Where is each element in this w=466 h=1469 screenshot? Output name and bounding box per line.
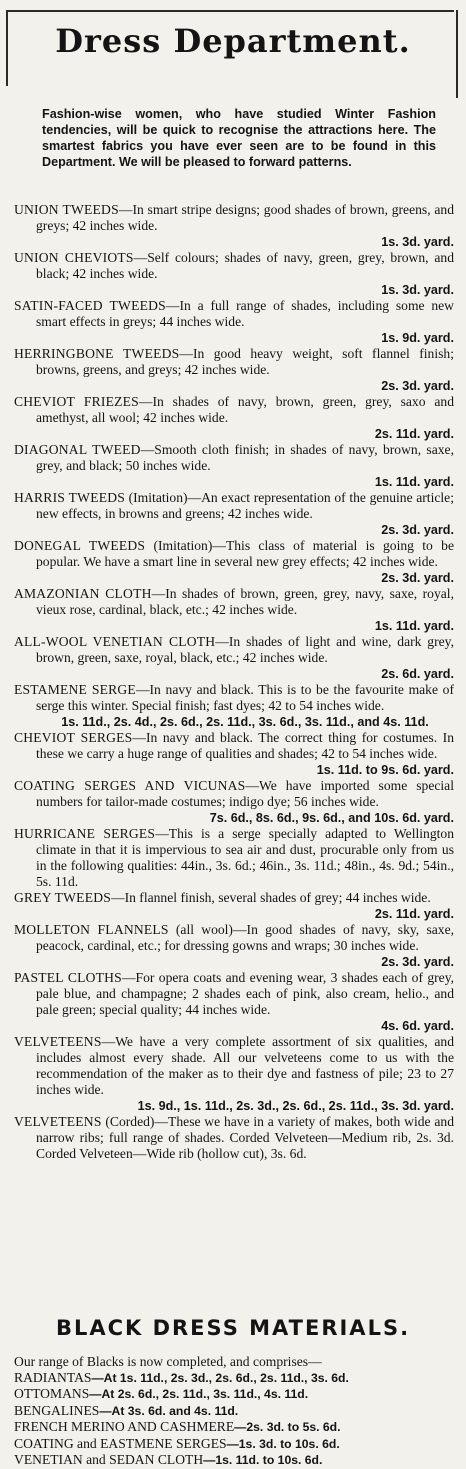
fabric-details: (all wool)—In good shades of navy, sky, saxe, peacock, cardinal, etc.; for dressing gowns and wraps; 30 inches wide. <box>36 922 454 953</box>
fabric-price: 1s. 9d. yard. <box>381 331 454 345</box>
fabric-details: —This is a serge specially adapted to Wellington climate in that it is impervious to sea air and dust, procurable only from us in the following qualities: 44in., 3s. 6d.; 46in., 3s. 11d.; 48in., 4s. 9d.; 54in., 5s. 11d. <box>36 826 454 889</box>
fabric-name: UNION CHEVIOTS <box>14 250 134 265</box>
fabric-description <box>14 1114 454 1162</box>
fabric-details: —In shades of navy, brown, green, grey, saxo and amethyst, all wool; 42 inches wide. <box>36 394 455 425</box>
fabric-description <box>14 826 454 890</box>
fabric-item <box>14 394 454 442</box>
fabric-name: HARRIS TWEEDS <box>14 490 125 505</box>
fabric-item <box>14 826 454 890</box>
fabric-description <box>14 682 454 714</box>
fabric-details: —We have imported some special numbers for tailor-made costumes; indigo dye; 56 inches wide. <box>36 778 454 809</box>
border-rule-top <box>6 10 454 12</box>
fabric-description <box>14 394 454 426</box>
black-material-price: —1s. 3d. to 10s. 6d. <box>226 1436 340 1451</box>
fabric-item <box>14 202 454 250</box>
fabric-price: 2s. 3d. yard. <box>381 523 454 537</box>
fabric-details: —In flannel finish, several shades of grey; 44 inches wide. <box>110 890 431 905</box>
fabric-price: 2s. 6d. yard. <box>381 667 454 681</box>
fabric-description <box>14 634 454 666</box>
fabric-price: 1s. 9d., 1s. 11d., 2s. 3d., 2s. 6d., 2s. 11d., 3s. 3d. yard. <box>137 1099 454 1113</box>
fabric-description <box>14 538 454 570</box>
fabric-description <box>14 922 454 954</box>
fabric-name: DONEGAL TWEEDS <box>14 538 146 553</box>
black-material-item <box>14 1403 458 1420</box>
black-materials-heading: BLACK DRESS MATERIALS. <box>55 1316 411 1340</box>
fabric-details: —Smooth cloth finish; in shades of navy, brown, saxe, grey, and black; 50 inches wide. <box>36 442 454 473</box>
fabric-name: UNION TWEEDS <box>14 202 119 217</box>
black-material-name: OTTOMANS <box>14 1386 90 1401</box>
fabric-name: ALL-WOOL VENETIAN CLOTH <box>14 634 216 649</box>
page-title: Dress Department. <box>55 22 411 60</box>
fabric-description <box>14 1034 454 1098</box>
fabric-details: —In shades of light and wine, dark grey, brown, green, saxe, royal, black, etc.; 42 inches wide. <box>36 634 454 665</box>
fabric-item <box>14 490 454 538</box>
fabric-description <box>14 586 454 618</box>
fabric-details: —For opera coats and evening wear, 3 shades each of grey, pale blue, and champagne; 2 shades each of pink, also cream, helio., and pale green; special quality; 44 inches wide. <box>36 970 455 1017</box>
fabric-item <box>14 778 454 826</box>
fabric-name: CHEVIOT FRIEZES <box>14 394 139 409</box>
fabric-name: ESTAMENE SERGE <box>14 682 136 697</box>
black-materials-intro: Our range of Blacks is now completed, and comprises— <box>14 1354 322 1369</box>
fabric-name: GREY TWEEDS <box>14 890 111 905</box>
fabric-name: DIAGONAL TWEED <box>14 442 141 457</box>
fabric-details: (Imitation)—This class of material is going to be popular. We have a smart line in several new grey effects; 42 inches wide. <box>36 538 454 569</box>
fabric-name: SATIN-FACED TWEEDS <box>14 298 166 313</box>
fabric-description <box>14 490 454 522</box>
fabric-item <box>14 730 454 778</box>
fabric-details: —In smart stripe designs; good shades of brown, greens, and greys; 42 inches wide. <box>36 202 455 233</box>
fabric-details: —Self colours; shades of navy, green, grey, brown, and black; 42 inches wide. <box>36 250 454 281</box>
fabric-item <box>14 586 454 634</box>
fabric-description <box>14 730 454 762</box>
fabric-price: 1s. 11d. yard. <box>374 619 454 633</box>
black-material-name: RADIANTAS <box>14 1369 92 1385</box>
black-material-price: —At 2s. 6d., 2s. 11d., 3s. 11d., 4s. 11d. <box>89 1387 309 1401</box>
fabric-price: 2s. 11d. yard. <box>374 907 454 921</box>
fabric-item <box>14 250 454 298</box>
fabric-details: (Corded)—These we have in a variety of makes, both wide and narrow ribs; full range of shades. Corded Velveteen—Medium rib, 2s. 3d. Corded Velveteen—Wide rib (hollow cut), 3s. 6d. <box>36 1114 454 1161</box>
fabric-price: 1s. 11d. yard. <box>374 475 454 489</box>
fabric-description <box>14 890 454 906</box>
black-materials-list <box>14 1354 458 1469</box>
fabric-item <box>14 922 454 970</box>
fabric-price: 2s. 3d. yard. <box>381 571 454 585</box>
fabric-item <box>14 538 454 586</box>
fabric-name: PASTEL CLOTHS <box>14 970 122 985</box>
black-material-price: —At 3s. 6d. and 4s. 11d. <box>99 1403 239 1418</box>
black-material-item <box>14 1436 458 1453</box>
fabric-name: CHEVIOT SERGES <box>14 730 133 745</box>
fabric-description <box>14 970 454 1018</box>
fabric-item <box>14 634 454 682</box>
fabric-item <box>14 1034 454 1114</box>
intro-paragraph: Fashion-wise women, who have studied Winter Fashion tendencies, will be quick to recognise the attractions here. The smartest fabrics you have ever seen are to be found in this Department. We will be pleased to forward patterns. <box>42 107 436 169</box>
fabric-item <box>14 442 454 490</box>
fabric-description <box>14 442 454 474</box>
fabric-details: —We have a very complete assortment of six qualities, and includes almost every shade. All our velveteens come to us with the recommendation of the maker as to their dye and fastness of pile; 23 to 27 inches wide. <box>36 1034 454 1097</box>
fabric-description <box>14 778 454 810</box>
black-material-price: —2s. 3d. to 5s. 6d. <box>234 1420 341 1434</box>
fabric-description <box>14 202 454 234</box>
fabric-name: HERRINGBONE TWEEDS <box>14 346 180 361</box>
fabric-item <box>14 298 454 346</box>
fabric-price: 1s. 11d., 2s. 4d., 2s. 6d., 2s. 11d., 3s. 6d., 3s. 11d., and 4s. 11d. <box>61 715 429 729</box>
fabric-details: —In shades of brown, green, grey, navy, saxe, royal, vieux rose, cardinal, black, etc.; 42 inches wide. <box>36 586 454 617</box>
fabric-item <box>14 970 454 1034</box>
black-material-item <box>14 1386 458 1403</box>
black-material-name: FRENCH MERINO AND CASHMERE <box>14 1419 235 1434</box>
fabric-details: (Imitation)—An exact representation of the genuine article; new effects, in browns and greens; 42 inches wide. <box>36 490 454 521</box>
fabric-name: AMAZONIAN CLOTH <box>14 586 152 601</box>
black-material-item <box>14 1419 458 1436</box>
fabric-item <box>14 682 454 730</box>
fabric-name: COATING SERGES AND VICUNAS <box>14 778 246 793</box>
black-material-name: BENGALINES <box>14 1402 100 1418</box>
fabric-price: 2s. 11d. yard. <box>374 427 454 441</box>
black-material-price: —At 1s. 11d., 2s. 3d., 2s. 6d., 2s. 11d., 3s. 6d. <box>91 1370 349 1385</box>
fabric-price: 7s. 6d., 8s. 6d., 9s. 6d., and 10s. 6d. yard. <box>209 811 454 825</box>
fabric-details: —In good heavy weight, soft flannel finish; browns, greens, and greys; 42 inches wide. <box>36 346 454 377</box>
fabric-list <box>14 202 454 1162</box>
fabric-price: 2s. 3d. yard. <box>381 379 454 393</box>
fabric-price: 1s. 3d. yard. <box>381 235 454 249</box>
black-material-name: COATING and EASTMENE SERGES <box>14 1435 227 1451</box>
fabric-name: HURRICANE SERGES <box>14 826 156 841</box>
fabric-item <box>14 346 454 394</box>
fabric-price: 1s. 11d. to 9s. 6d. yard. <box>316 763 454 777</box>
fabric-description <box>14 346 454 378</box>
fabric-item <box>14 890 454 922</box>
black-material-price: —1s. 11d. to 10s. 6d. <box>203 1453 323 1467</box>
fabric-price: 2s. 3d. yard. <box>381 955 454 969</box>
fabric-name: MOLLETON FLANNELS <box>14 922 169 937</box>
fabric-price: 4s. 6d. yard. <box>381 1019 454 1033</box>
fabric-details: —In navy and black. The correct thing for costumes. In these we carry a huge range of qualities and shades; 42 to 54 inches wide. <box>36 730 454 761</box>
fabric-details: —In a full range of shades, including some new smart effects in greys; 44 inches wide. <box>36 298 454 329</box>
fabric-item <box>14 1114 454 1162</box>
black-material-name: VENETIAN and SEDAN CLOTH <box>14 1452 204 1467</box>
fabric-name: VELVETEENS <box>14 1034 102 1049</box>
black-material-item <box>14 1370 458 1387</box>
fabric-description <box>14 298 454 330</box>
black-material-item <box>14 1452 458 1469</box>
fabric-name: VELVETEENS <box>14 1114 102 1129</box>
fabric-details: —In navy and black. This is to be the favourite make of serge this winter. Special finish; fast dyes; 42 to 54 inches wide. <box>36 682 455 713</box>
fabric-price: 1s. 3d. yard. <box>381 283 454 297</box>
fabric-description <box>14 250 454 282</box>
